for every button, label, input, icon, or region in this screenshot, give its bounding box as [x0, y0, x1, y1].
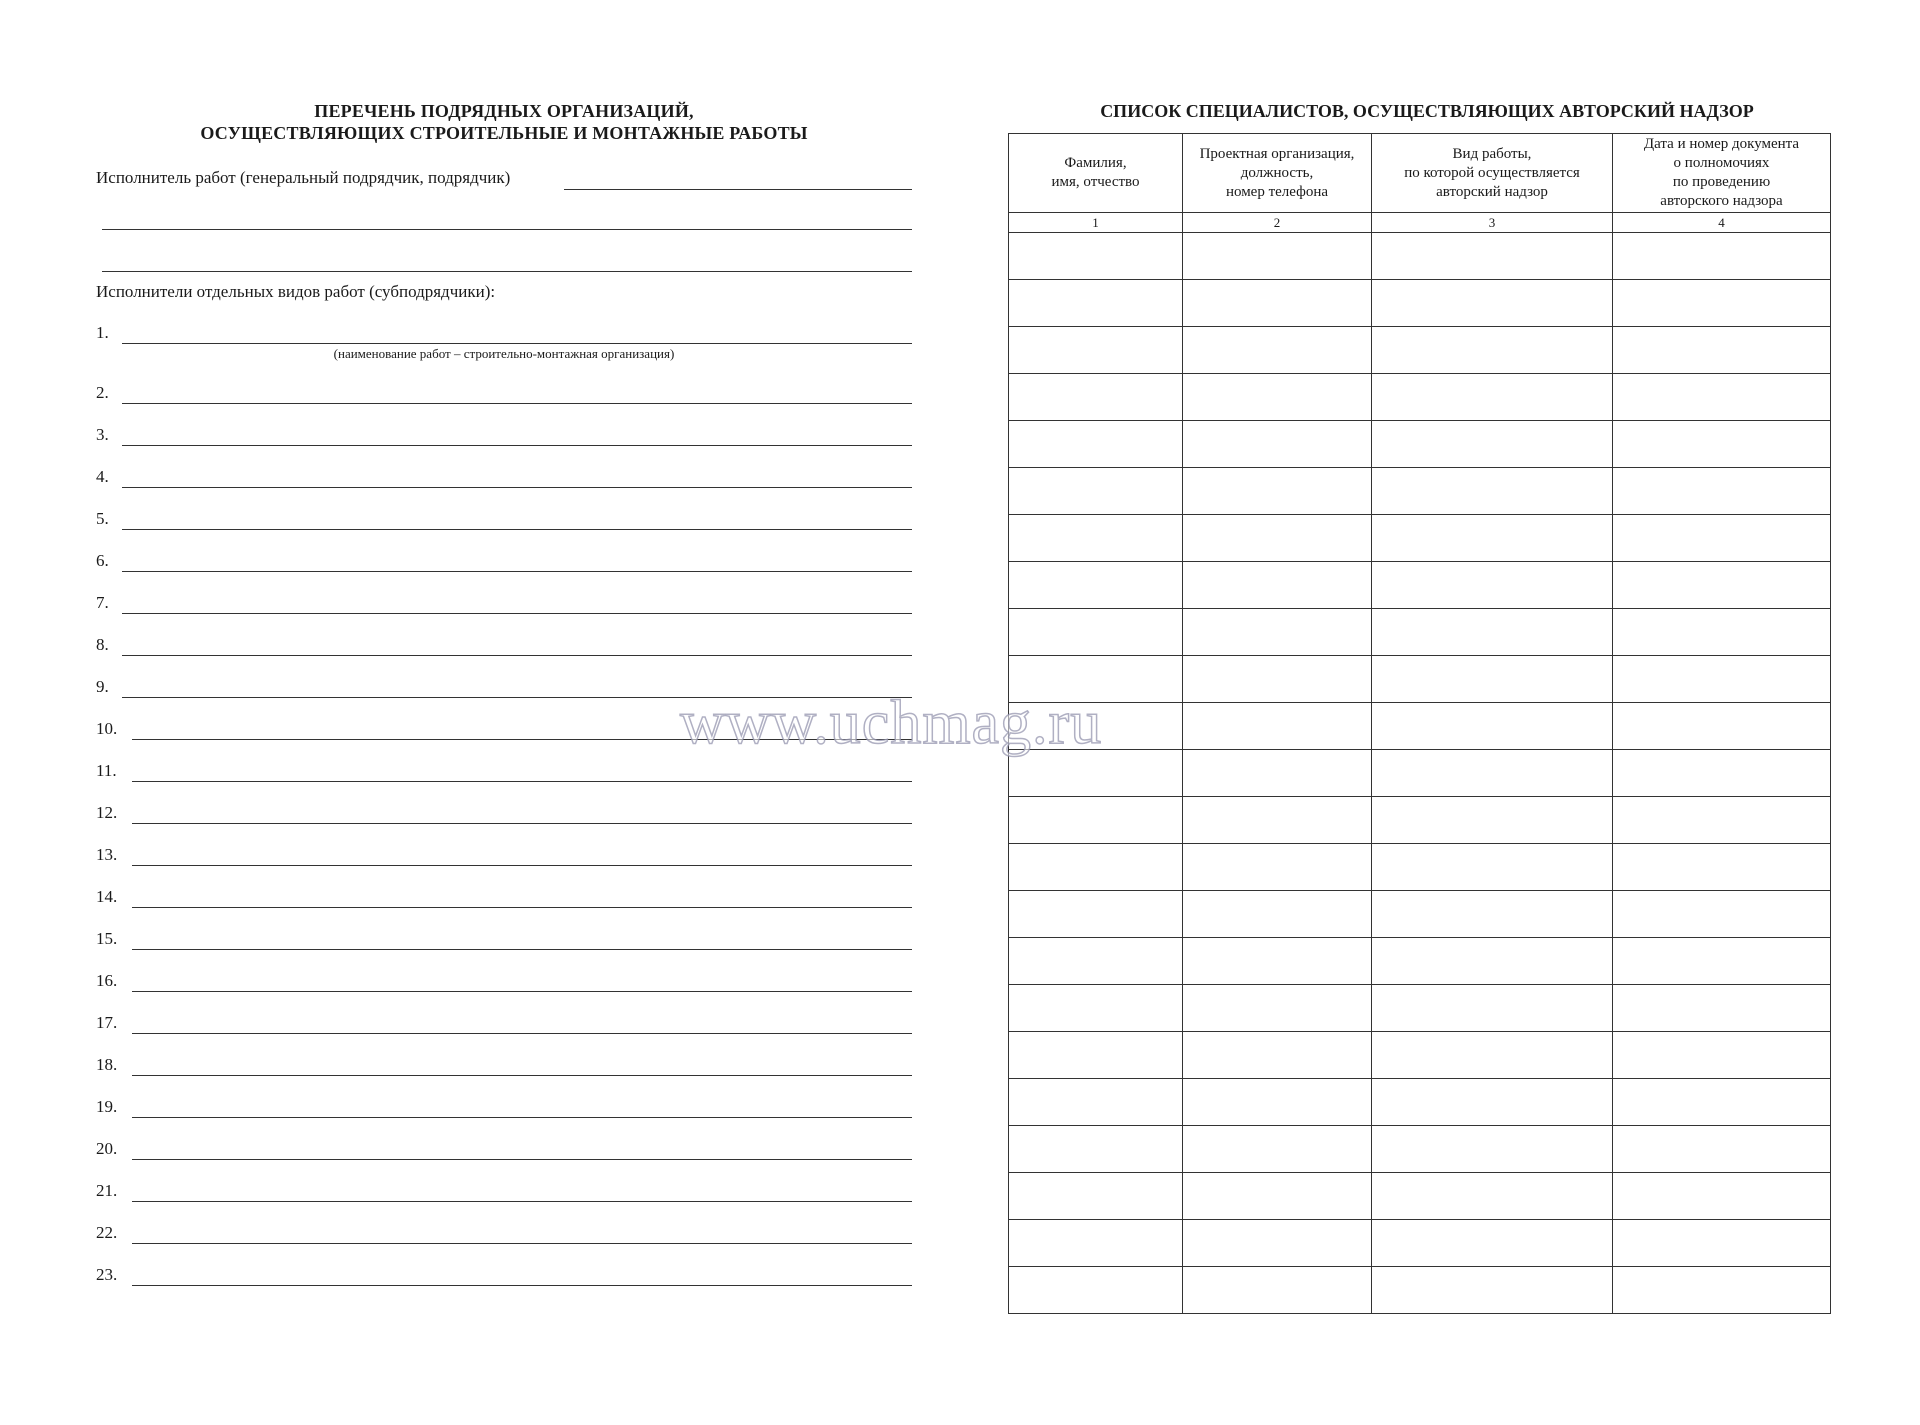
- table-row: [1009, 1267, 1831, 1314]
- table-cell[interactable]: [1613, 609, 1831, 656]
- table-cell[interactable]: [1009, 1267, 1183, 1314]
- list-item: [96, 1010, 912, 1034]
- table-cell[interactable]: [1613, 280, 1831, 327]
- list-item: [96, 884, 912, 908]
- list-item-number: 11.: [96, 761, 117, 780]
- left-title-line-2: ОСУЩЕСТВЛЯЮЩИХ СТРОИТЕЛЬНЫЕ И МОНТАЖНЫЕ РАБОТЫ: [200, 123, 808, 143]
- list-item: [96, 1262, 912, 1286]
- table-cell[interactable]: [1009, 1220, 1183, 1267]
- table-cell[interactable]: [1009, 1173, 1183, 1220]
- table-cell[interactable]: [1183, 515, 1372, 562]
- table-row: [1009, 656, 1831, 703]
- table-cell[interactable]: [1613, 1220, 1831, 1267]
- table-cell[interactable]: [1372, 1267, 1613, 1314]
- contractor-label: Исполнитель работ (генеральный подрядчик, подрядчик): [96, 168, 511, 187]
- list-item: [96, 758, 912, 782]
- table-cell[interactable]: [1372, 797, 1613, 844]
- list-item: [96, 320, 912, 344]
- table-cell[interactable]: [1183, 421, 1372, 468]
- table-cell[interactable]: [1009, 374, 1183, 421]
- table-cell[interactable]: [1372, 1126, 1613, 1173]
- table-cell[interactable]: [1009, 1079, 1183, 1126]
- table-cell[interactable]: [1613, 327, 1831, 374]
- table-row: [1009, 515, 1831, 562]
- list-item-number: 22.: [96, 1223, 118, 1242]
- contractor-field: [96, 164, 912, 190]
- table-cell[interactable]: [1372, 844, 1613, 891]
- list-item-input-line[interactable]: [122, 445, 912, 446]
- list-item: [96, 1220, 912, 1244]
- table-cell[interactable]: [1613, 1173, 1831, 1220]
- list-item-number: 10.: [96, 719, 118, 738]
- table-cell[interactable]: [1372, 609, 1613, 656]
- table-cell[interactable]: [1183, 797, 1372, 844]
- table-cell[interactable]: [1009, 1032, 1183, 1079]
- contractor-field-line-2: [96, 204, 912, 230]
- table-cell[interactable]: [1372, 985, 1613, 1032]
- table-cell[interactable]: [1009, 280, 1183, 327]
- list-item: [96, 1094, 912, 1118]
- right-page-title: СПИСОК СПЕЦИАЛИСТОВ, ОСУЩЕСТВЛЯЮЩИХ АВТОРСКИЙ НАДЗОР: [1100, 101, 1754, 121]
- list-item-input-line[interactable]: [132, 1201, 912, 1202]
- column-header-2: [1183, 134, 1372, 213]
- table-row: [1009, 891, 1831, 938]
- table-row: [1009, 421, 1831, 468]
- table-cell[interactable]: [1183, 1126, 1372, 1173]
- table-cell[interactable]: [1372, 1032, 1613, 1079]
- table-body: [1009, 233, 1831, 1314]
- list-item: [96, 842, 912, 866]
- list-item: [96, 800, 912, 824]
- list-item-input-line[interactable]: [122, 613, 912, 614]
- table-cell[interactable]: [1183, 233, 1372, 280]
- table-cell[interactable]: [1613, 233, 1831, 280]
- column-header-line: должность,: [1240, 164, 1314, 181]
- table-cell[interactable]: [1613, 891, 1831, 938]
- table-cell[interactable]: [1613, 562, 1831, 609]
- table-row: [1009, 750, 1831, 797]
- table-cell[interactable]: [1009, 233, 1183, 280]
- table-cell[interactable]: [1009, 327, 1183, 374]
- table-cell[interactable]: [1613, 703, 1831, 750]
- subcontractors-label: Исполнители отдельных видов работ (субподрядчики):: [96, 282, 496, 301]
- list-item-number: 13.: [96, 845, 118, 864]
- list-item-input-line[interactable]: [122, 529, 912, 530]
- left-title-line-1: ПЕРЕЧЕНЬ ПОДРЯДНЫХ ОРГАНИЗАЦИЙ,: [314, 101, 694, 121]
- table-cell[interactable]: [1372, 374, 1613, 421]
- table-row: [1009, 374, 1831, 421]
- table-cell[interactable]: [1183, 985, 1372, 1032]
- table-cell[interactable]: [1613, 1032, 1831, 1079]
- column-header-3: [1372, 134, 1613, 213]
- table-row: [1009, 280, 1831, 327]
- table-cell[interactable]: [1183, 938, 1372, 985]
- list-item-input-line[interactable]: [132, 865, 912, 866]
- column-number-3: 3: [1372, 213, 1613, 233]
- table-cell[interactable]: [1613, 515, 1831, 562]
- column-header-line: Дата и номер документа: [1643, 136, 1800, 152]
- column-header-line: по проведению: [1672, 174, 1771, 190]
- table-cell[interactable]: [1183, 1220, 1372, 1267]
- list-item-number: 16.: [96, 971, 118, 990]
- list-item-number: 18.: [96, 1055, 118, 1074]
- list-item-input-line[interactable]: [132, 1117, 912, 1118]
- table-cell[interactable]: [1372, 938, 1613, 985]
- list-item-input-line[interactable]: [132, 1243, 912, 1244]
- table-cell[interactable]: [1183, 374, 1372, 421]
- list-item: [96, 380, 912, 404]
- list-item-input-line[interactable]: [132, 1285, 912, 1286]
- table-cell[interactable]: [1613, 797, 1831, 844]
- specialists-table: [1008, 133, 1831, 1314]
- list-item: [96, 1136, 912, 1160]
- list-item-number: 5.: [96, 509, 109, 528]
- list-item-number: 23.: [96, 1265, 118, 1284]
- column-header-line: о полномочиях: [1673, 155, 1770, 171]
- table-header-row: [1009, 134, 1831, 213]
- left-page-title: [96, 100, 912, 144]
- column-number-2: 2: [1183, 213, 1372, 233]
- table-row: [1009, 1220, 1831, 1267]
- table-row: [1009, 468, 1831, 515]
- table-cell[interactable]: [1183, 1079, 1372, 1126]
- list-item-input-line[interactable]: [132, 949, 912, 950]
- table-row: [1009, 985, 1831, 1032]
- list-item: [96, 464, 912, 488]
- table-cell[interactable]: [1183, 891, 1372, 938]
- table-cell[interactable]: [1372, 421, 1613, 468]
- table-cell[interactable]: [1183, 468, 1372, 515]
- list-item-number: 3.: [96, 425, 109, 444]
- list-item: [96, 968, 912, 992]
- list-item-input-line[interactable]: [122, 487, 912, 488]
- table-cell[interactable]: [1613, 1267, 1831, 1314]
- list-item-number: 6.: [96, 551, 109, 570]
- list-item-number: 21.: [96, 1181, 118, 1200]
- table-cell[interactable]: [1613, 1126, 1831, 1173]
- field-caption: (наименование работ – строительно-монтажная организация): [333, 346, 675, 361]
- list-item-number: 15.: [96, 929, 118, 948]
- table-row: [1009, 1032, 1831, 1079]
- contractor-input-line[interactable]: [564, 189, 912, 190]
- table-cell[interactable]: [1372, 1173, 1613, 1220]
- list-item-input-line[interactable]: [122, 403, 912, 404]
- list-item-input-line[interactable]: [132, 781, 912, 782]
- table-row: [1009, 797, 1831, 844]
- table-cell[interactable]: [1009, 609, 1183, 656]
- table-cell[interactable]: [1613, 421, 1831, 468]
- table-cell[interactable]: [1183, 1267, 1372, 1314]
- column-header-1: [1009, 134, 1183, 213]
- table-cell[interactable]: [1183, 750, 1372, 797]
- table-cell[interactable]: [1372, 1079, 1613, 1126]
- list-item-number: 2.: [96, 383, 109, 402]
- contractor-field-line-3: [96, 246, 912, 272]
- contractor-input-line-3[interactable]: [102, 271, 912, 272]
- table-cell[interactable]: [1009, 891, 1183, 938]
- table-cell[interactable]: [1372, 703, 1613, 750]
- table-cell[interactable]: [1372, 327, 1613, 374]
- column-header-line: Проектная организация,: [1199, 145, 1355, 162]
- table-column-numbers-row: [1009, 213, 1831, 233]
- list-item-number: 9.: [96, 677, 109, 696]
- table-cell[interactable]: [1372, 468, 1613, 515]
- table-cell[interactable]: [1183, 1173, 1372, 1220]
- list-item: [96, 548, 912, 572]
- table-row: [1009, 1126, 1831, 1173]
- table-cell[interactable]: [1372, 1220, 1613, 1267]
- table-cell[interactable]: [1372, 233, 1613, 280]
- table-cell[interactable]: [1613, 985, 1831, 1032]
- table-cell[interactable]: [1009, 515, 1183, 562]
- table-cell[interactable]: [1009, 421, 1183, 468]
- table-cell[interactable]: [1613, 374, 1831, 421]
- column-header-line: авторский надзор: [1436, 183, 1548, 200]
- list-item-input-line[interactable]: [122, 343, 912, 344]
- list-item-number: 17.: [96, 1013, 118, 1032]
- table-row: [1009, 1173, 1831, 1220]
- table-row: [1009, 938, 1831, 985]
- column-header-line: авторского надзора: [1660, 193, 1783, 209]
- table-cell[interactable]: [1613, 468, 1831, 515]
- column-number-1: 1: [1009, 213, 1183, 233]
- table-cell[interactable]: [1183, 327, 1372, 374]
- list-item-input-line[interactable]: [132, 1075, 912, 1076]
- column-header-line: Фамилия,: [1064, 155, 1127, 171]
- list-item-input-line[interactable]: [132, 1159, 912, 1160]
- list-item: [96, 506, 912, 530]
- watermark-text: www.uchmag.ru: [680, 689, 1103, 757]
- table-row: [1009, 327, 1831, 374]
- list-item: [96, 926, 912, 950]
- table-row: [1009, 844, 1831, 891]
- table-cell[interactable]: [1009, 562, 1183, 609]
- column-header-4: [1613, 134, 1831, 213]
- list-item: [96, 632, 912, 656]
- list-item: [96, 590, 912, 614]
- list-item-number: 14.: [96, 887, 118, 906]
- table-cell[interactable]: [1372, 656, 1613, 703]
- table-row: [1009, 1079, 1831, 1126]
- table-row: [1009, 609, 1831, 656]
- table-cell[interactable]: [1009, 938, 1183, 985]
- table-cell[interactable]: [1372, 515, 1613, 562]
- table-row: [1009, 233, 1831, 280]
- column-header-line: имя, отчество: [1051, 174, 1140, 190]
- list-item-input-line[interactable]: [132, 823, 912, 824]
- list-item-number: 7.: [96, 593, 109, 612]
- list-item-input-line[interactable]: [122, 655, 912, 656]
- list-item-input-line[interactable]: [132, 907, 912, 908]
- table-row: [1009, 562, 1831, 609]
- table-cell[interactable]: [1009, 468, 1183, 515]
- table-cell[interactable]: [1613, 750, 1831, 797]
- table-cell[interactable]: [1613, 938, 1831, 985]
- table-cell[interactable]: [1183, 562, 1372, 609]
- table-cell[interactable]: [1183, 1032, 1372, 1079]
- column-header-line: номер телефона: [1225, 183, 1329, 200]
- table-cell[interactable]: [1183, 656, 1372, 703]
- table-cell[interactable]: [1372, 750, 1613, 797]
- table-cell[interactable]: [1183, 280, 1372, 327]
- table-cell[interactable]: [1372, 562, 1613, 609]
- table-cell[interactable]: [1009, 985, 1183, 1032]
- list-item-input-line[interactable]: [132, 1033, 912, 1034]
- list-item-number: 8.: [96, 635, 109, 654]
- list-item-number: 12.: [96, 803, 118, 822]
- table-cell[interactable]: [1613, 656, 1831, 703]
- column-number-4: 4: [1613, 213, 1831, 233]
- table-cell[interactable]: [1372, 891, 1613, 938]
- table-cell[interactable]: [1183, 844, 1372, 891]
- table-cell[interactable]: [1183, 703, 1372, 750]
- list-item: [96, 1178, 912, 1202]
- list-item-number: 1.: [96, 323, 109, 342]
- column-header-line: Вид работы,: [1452, 145, 1532, 162]
- table-cell[interactable]: [1613, 1079, 1831, 1126]
- table-cell[interactable]: [1009, 1126, 1183, 1173]
- table-cell[interactable]: [1613, 844, 1831, 891]
- table-cell[interactable]: [1372, 280, 1613, 327]
- list-item-number: 19.: [96, 1097, 118, 1116]
- list-item-input-line[interactable]: [132, 991, 912, 992]
- table-cell[interactable]: [1183, 609, 1372, 656]
- list-item-input-line[interactable]: [122, 571, 912, 572]
- list-item-number: 20.: [96, 1139, 118, 1158]
- list-item: [96, 422, 912, 446]
- column-header-line: по которой осуществляется: [1404, 164, 1580, 181]
- list-item: [96, 1052, 912, 1076]
- table-row: [1009, 703, 1831, 750]
- contractor-input-line-2[interactable]: [102, 229, 912, 230]
- table-cell[interactable]: [1009, 844, 1183, 891]
- table-cell[interactable]: [1009, 797, 1183, 844]
- list-item-number: 4.: [96, 467, 109, 486]
